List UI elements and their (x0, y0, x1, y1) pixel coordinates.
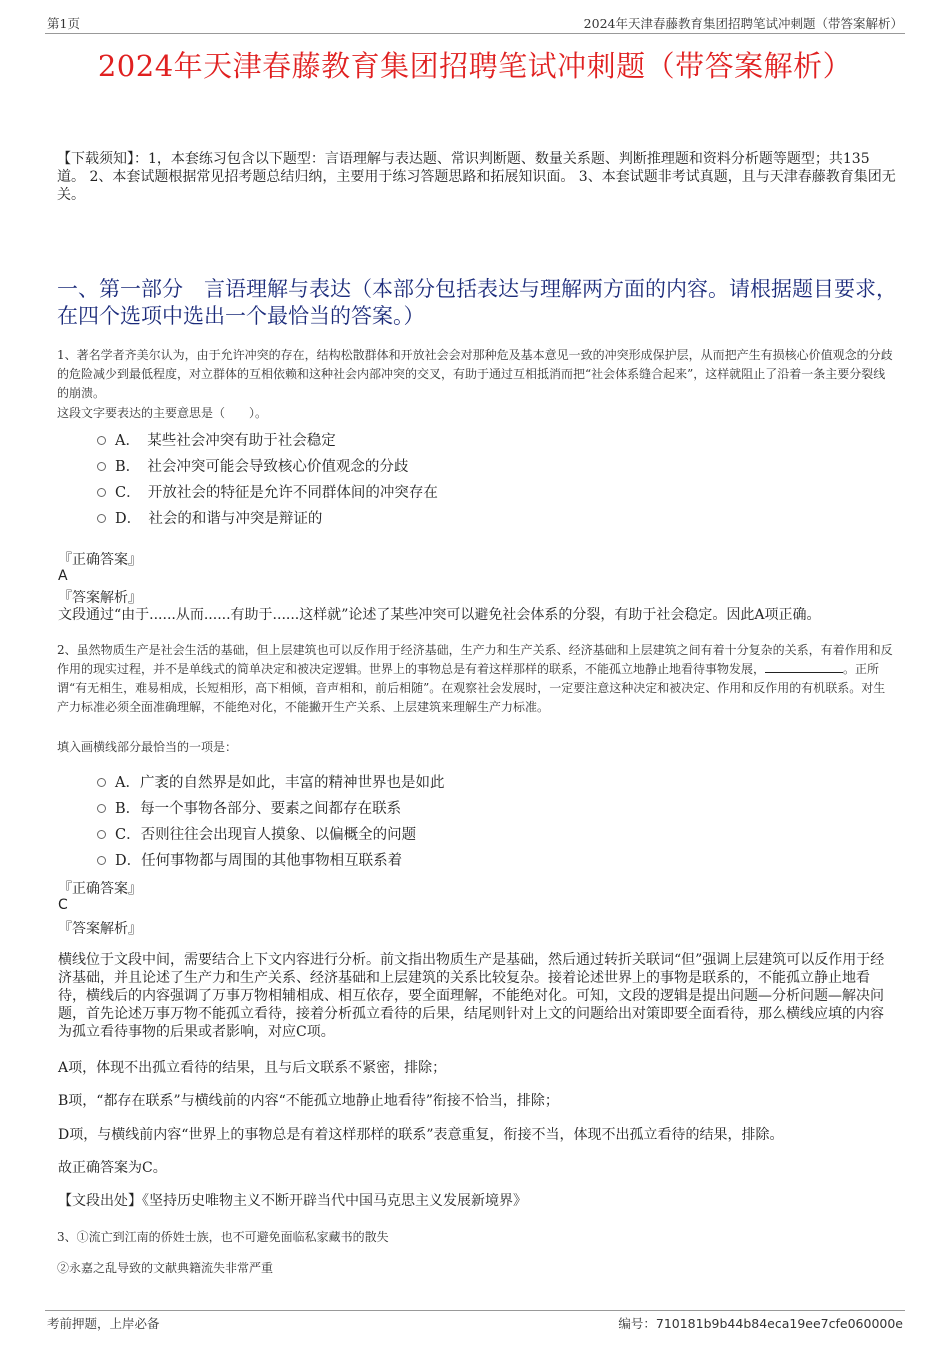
radio-icon[interactable] (97, 488, 106, 497)
question-2-analysis: 横线位于文段中间，需要结合上下文内容进行分析。前文指出物质生产是基础，然后通过转折关联词“但”强调上层建筑可以反作用于经济基础，并且论述了生产力和生产关系、经济基础和上层建筑的关系比较复杂。接着论述世界上的事物是联系的，不能孤立静止地看待，横线后的内容强调了万事万物相辅相成、相互依存，要全面理解，不能绝对化。可知，文段的逻辑是提出问题—分析问题—解决问题，首先论述万事万物不能孤立看待，接着分析孤立看待的后果，结尾则针对上文的问题给出对策即要全面看待，那么横线应填的内容为孤立看待事物的后果或者影响，对应C项。 (58, 952, 885, 1040)
option-label: D． 社会的和谐与冲突是辩证的 (115, 511, 323, 527)
footer-code: 710181b9b44b84eca19ee7cfe060000e (655, 1316, 903, 1331)
question-2-option-d[interactable] (97, 849, 402, 870)
header-doc-title: 2024年天津春藤教育集团招聘笔试冲刺题（带答案解析） (583, 16, 903, 31)
question-1-analysis-label: 『答案解析』 (58, 590, 142, 606)
option-label: B．每一个事物各部分、要素之间都存在联系 (115, 801, 402, 817)
option-label: D．任何事物都与周围的其他事物相互联系着 (115, 853, 403, 869)
section-heading: 一、第一部分 言语理解与表达（本部分包括表达与理解两方面的内容。请根据题目要求，在四个选项中选出一个最恰当的答案。） (57, 277, 897, 328)
footer-code-label: 编号： (618, 1316, 656, 1331)
option-label: A． 某些社会冲突有助于社会稳定 (115, 433, 336, 449)
question-2-source: 【文段出处】《坚持历史唯物主义不断开辟当代中国马克思主义发展新境界》 (58, 1193, 527, 1209)
question-1-ask: 这段文字要表达的主要意思是（ ）。 (57, 406, 268, 420)
question-2-stem (57, 641, 897, 717)
radio-icon[interactable] (97, 830, 106, 839)
question-2-analysis-label: 『答案解析』 (58, 921, 142, 937)
question-1-option-b[interactable] (97, 455, 408, 476)
question-2-conclusion: 故正确答案为C。 (58, 1160, 167, 1176)
radio-icon[interactable] (97, 778, 106, 787)
radio-icon[interactable] (97, 462, 106, 471)
option-label: C．否则往往会出现盲人摸象、以偏概全的问题 (115, 827, 417, 843)
question-2-answer-label: 『正确答案』 (58, 881, 142, 897)
question-1-option-c[interactable] (97, 481, 438, 502)
question-3-line-1: 3、①流亡到江南的侨姓士族，也不可避免面临私家藏书的散失 (57, 1230, 389, 1244)
question-1-analysis: 文段通过“由于......从而......有助于......这样就”论述了某些冲突可以避免社会体系的分裂，有助于社会稳定。因此A项正确。 (58, 607, 821, 623)
radio-icon[interactable] (97, 804, 106, 813)
question-2-ask: 填入画横线部分最恰当的一项是： (57, 740, 238, 754)
question-3-line-2: ②永嘉之乱导致的文献典籍流失非常严重 (57, 1261, 274, 1275)
question-1-option-a[interactable] (97, 429, 336, 450)
radio-icon[interactable] (97, 436, 106, 445)
option-label: C． 开放社会的特征是允许不同群体间的冲突存在 (115, 485, 438, 501)
header-divider (45, 33, 905, 34)
page-title: 2024年天津春藤教育集团招聘笔试冲刺题（带答案解析） (97, 49, 853, 83)
question-2-option-c[interactable] (97, 823, 416, 844)
header-page-number: 第1页 (47, 16, 80, 31)
question-2-answer: C (58, 897, 68, 913)
radio-icon[interactable] (97, 856, 106, 865)
option-label: A．广袤的自然界是如此，丰富的精神世界也是如此 (115, 775, 445, 791)
question-2-option-a[interactable] (97, 771, 444, 792)
question-2-stem-part-1: 2、虽然物质生产是社会生活的基础，但上层建筑也可以反作用于经济基础，生产力和生产关系、经济基础和上层建筑之间有着十分复杂的关系，有着作用和反作用的现实过程，并不是单线式的简单决定和被决定逻辑。世界上的事物总是有着这样那样的联系，不能孤立地静止地看待事物发展， (57, 643, 893, 676)
question-1-stem: 1、著名学者齐美尔认为，由于允许冲突的存在，结构松散群体和开放社会会对那种危及基本意见一致的冲突形成保护层，从而把产生有损核心价值观念的分歧的危险减少到最低程度，对立群体的互相依赖和这种社会内部冲突的交叉，有助于通过互相抵消而把“社会体系缝合起来”，这样就阻止了沿着一条主要分裂线的崩溃。 (57, 348, 893, 400)
footer-serial (618, 1314, 903, 1332)
question-1-answer: A (58, 568, 68, 584)
option-label: B． 社会冲突可能会导致核心价值观念的分歧 (115, 459, 409, 475)
question-2-note-b: B项，“都存在联系”与横线前的内容“不能孤立地静止地看待”衔接不恰当，排除； (58, 1093, 559, 1109)
download-notice: 【下载须知】：1，本套练习包含以下题型：言语理解与表达题、常识判断题、数量关系题、判断推理题和资料分析题等题型；共135道。 2、本套试题根据常见招考题总结归纳，主要用于练习答题思路和拓展知识面。 3、本套试题非考试真题，且与天津春藤教育集团无关。 (57, 151, 896, 203)
footer-divider (45, 1310, 905, 1311)
radio-icon[interactable] (97, 514, 106, 523)
question-2-option-b[interactable] (97, 797, 401, 818)
question-2-note-d: D项，与横线前内容“世界上的事物总是有着这样那样的联系”表意重复，衔接不当，体现不出孤立看待的结果，排除。 (58, 1127, 784, 1143)
question-2-note-a: A项，体现不出孤立看待的结果，且与后文联系不紧密，排除； (58, 1060, 447, 1076)
footer-slogan: 考前押题，上岸必备 (47, 1316, 160, 1331)
question-1-answer-label: 『正确答案』 (58, 552, 142, 568)
question-1-option-d[interactable] (97, 507, 322, 528)
fill-in-blank[interactable] (765, 660, 843, 673)
question-2-stem-part-2: 。正所谓“有无相生，难易相成，长短相形，高下相倾，音声相和，前后相随”。在观察社会发展时，一定要注意这种决定和被决定、作用和反作用的有机联系。对生产力标准必须全面准确理解，不能绝对化，不能撇开生产关系、上层建筑来理解生产力标准。 (57, 662, 886, 714)
